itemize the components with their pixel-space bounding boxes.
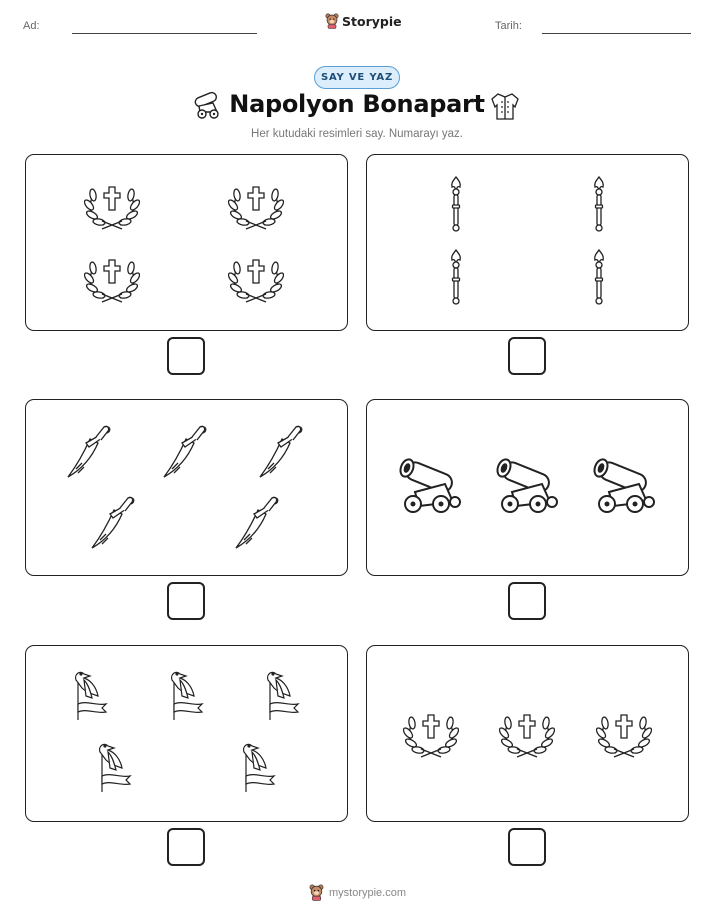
scepter-icon [445,248,467,308]
date-label: Tarih: [495,20,522,32]
laurel-wreath-icon [596,707,652,759]
bear-mascot-icon [309,884,324,901]
answer-box-5[interactable] [167,828,205,866]
scepter-icon [445,175,467,235]
name-label: Ad: [23,20,40,32]
eagle-standard-icon [94,738,134,794]
eagle-standard-icon [70,666,110,722]
cannon-icon [397,454,463,518]
eagle-standard-icon [262,666,302,722]
laurel-wreath-icon [228,179,284,231]
scepter-icon [588,175,610,235]
activity-badge: SAY VE YAZ [314,66,400,89]
page-title: Napolyon Bonapart [229,90,485,118]
laurel-wreath-icon [403,707,459,759]
bear-mascot-icon [325,13,339,29]
count-card-1 [25,154,348,331]
footer [309,884,406,901]
sabre-icon [160,423,212,481]
footer-url[interactable]: mystorypie.com [329,886,407,899]
answer-box-1[interactable] [167,337,205,375]
eagle-standard-icon [166,666,206,722]
scepter-icon [588,248,610,308]
uniform-coat-icon [489,90,521,122]
sabre-icon [256,423,308,481]
date-line[interactable] [542,33,691,34]
sabre-icon [88,494,140,552]
answer-box-4[interactable] [508,582,546,620]
sabre-icon [232,494,284,552]
eagle-standard-icon [238,738,278,794]
answer-box-3[interactable] [167,582,205,620]
instructions: Her kutudaki resimleri say. Numarayı yaz. [251,128,463,140]
count-card-2 [366,154,689,331]
brand-name: Storypie [342,13,402,29]
sabre-icon [64,423,116,481]
laurel-wreath-icon [499,707,555,759]
answer-box-6[interactable] [508,828,546,866]
answer-box-2[interactable] [508,337,546,375]
laurel-wreath-icon [228,252,284,304]
cannon-icon [494,454,560,518]
laurel-wreath-icon [84,252,140,304]
name-line[interactable] [72,33,257,34]
storypie-logo [325,13,402,29]
laurel-wreath-icon [84,179,140,231]
cannon-icon [591,454,657,518]
